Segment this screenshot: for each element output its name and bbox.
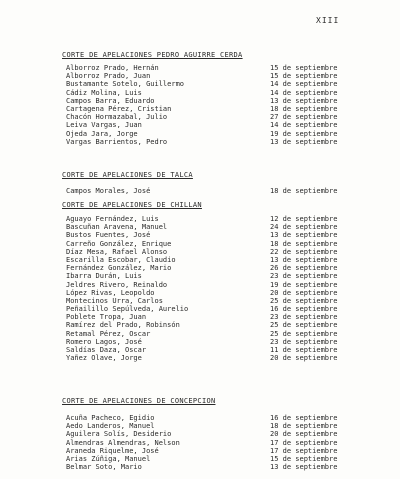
entry-date: 20 de septiembre [270, 288, 338, 297]
list-item [62, 338, 362, 346]
entry-date: 13 de septiembre [270, 137, 338, 146]
entry-name: Poblete Tropa, Juan [66, 313, 147, 322]
entry-date: 13 de septiembre [270, 231, 338, 240]
entry-name: Acuña Pacheco, Egidio [66, 414, 155, 422]
entry-name: Chacón Hormazabal, Julio [66, 113, 168, 122]
entry-name: Peñailillo Sepúlveda, Aurelio [66, 305, 189, 314]
section-heading: CORTE DE APELACIONES DE TALCA [62, 171, 193, 179]
entry-name: Cartagena Pérez, Cristian [66, 104, 172, 113]
entry-date: 24 de septiembre [270, 223, 338, 232]
entry-date: 11 de septiembre [270, 346, 338, 354]
list-item [62, 422, 362, 430]
list-item [62, 313, 362, 321]
list-item [62, 64, 362, 72]
entry-name: Aguayo Fernández, Luis [66, 215, 159, 223]
list-item [62, 463, 362, 471]
entry-name: Ramírez del Prado, Robinsón [66, 321, 180, 330]
entry-date: 25 de septiembre [270, 296, 338, 305]
entry-date: 13 de septiembre [270, 463, 338, 472]
entry-date: 18 de septiembre [270, 422, 338, 431]
entry-date: 20 de septiembre [270, 354, 338, 363]
entry-name: Retamal Pérez, Oscar [66, 329, 151, 338]
list-item [62, 439, 362, 447]
list-item [62, 223, 362, 231]
entry-name: Aguilera Solís, Desiderio [66, 430, 172, 439]
entry-date: 16 de septiembre [270, 414, 338, 422]
entry-name: Carreño González, Enrique [66, 239, 172, 248]
entry-name: Vargas Barrientos, Pedro [66, 137, 168, 146]
list-item [62, 121, 362, 129]
section-concepcion [62, 396, 362, 471]
list-item [62, 256, 362, 264]
entry-date: 17 de septiembre [270, 446, 338, 455]
entry-name: Arias Zúñiga, Manuel [66, 454, 151, 463]
entry-date: 15 de septiembre [270, 64, 338, 72]
entry-date: 17 de septiembre [270, 438, 338, 447]
entry-date: 18 de septiembre [270, 104, 338, 113]
entry-date: 15 de septiembre [270, 454, 338, 463]
list-item [62, 187, 362, 195]
entry-name: Araneda Riquelme, José [66, 446, 159, 455]
entry-date: 25 de septiembre [270, 329, 338, 338]
section-heading: CORTE DE APELACIONES DE CONCEPCION [62, 397, 216, 405]
entry-name: Bustos Fuentes, José [66, 231, 151, 240]
list-item [62, 215, 362, 223]
entry-name: Leiva Vargas, Juan [66, 121, 142, 130]
entry-name: Almendras Almendras, Nelson [66, 438, 180, 447]
list-item [62, 264, 362, 272]
list-item [62, 80, 362, 88]
entry-date: 23 de septiembre [270, 337, 338, 346]
entry-date: 13 de septiembre [270, 96, 338, 105]
list-item [62, 414, 362, 422]
entry-date: 18 de septiembre [270, 187, 338, 195]
entry-date: 19 de septiembre [270, 129, 338, 138]
section-talca [62, 170, 362, 195]
list-item [62, 321, 362, 329]
list-item [62, 231, 362, 239]
entry-name: Romero Lagos, José [66, 337, 142, 346]
entry-name: Bustamante Sotelo, Guillermo [66, 80, 185, 89]
list-item [62, 354, 362, 362]
entry-date: 27 de septiembre [270, 113, 338, 122]
list-item [62, 248, 362, 256]
list-item [62, 447, 362, 455]
entry-date: 14 de septiembre [270, 121, 338, 130]
entry-name: Fernández González, Mario [66, 264, 172, 273]
list-item [62, 272, 362, 280]
list-item [62, 130, 362, 138]
list-item [62, 305, 362, 313]
entry-name: López Rivas, Leopoldo [66, 288, 155, 297]
section-heading: CORTE DE APELACIONES PEDRO AGUIRRE CERDA [62, 51, 243, 59]
page-number: XIII [316, 16, 340, 25]
entry-date: 25 de septiembre [270, 321, 338, 330]
entry-name: Aedo Landeros, Manuel [66, 422, 155, 431]
entry-name: Alborroz Prado, Juan [66, 72, 151, 81]
entry-name: Bascuñan Aravena, Manuel [66, 223, 168, 232]
list-item [62, 113, 362, 121]
list-item [62, 72, 362, 80]
list-item [62, 297, 362, 305]
entry-date: 20 de septiembre [270, 430, 338, 439]
entry-name: Yañez Olave, Jorge [66, 354, 142, 363]
entry-name: Saldías Daza, Oscar [66, 346, 147, 354]
section-pedro-aguirre-cerda [62, 50, 362, 146]
entry-date: 12 de septiembre [270, 215, 338, 223]
list-item [62, 346, 362, 354]
entry-name: Campos Barra, Eduardo [66, 96, 155, 105]
entry-date: 22 de septiembre [270, 247, 338, 256]
entry-name: Ojeda Jara, Jorge [66, 129, 138, 138]
list-item [62, 289, 362, 297]
entry-name: Belmar Soto, Mario [66, 463, 142, 472]
list-item [62, 430, 362, 438]
list-item [62, 281, 362, 289]
entry-date: 16 de septiembre [270, 305, 338, 314]
list-item [62, 97, 362, 105]
section-heading: CORTE DE APELACIONES DE CHILLAN [62, 201, 202, 209]
list-item [62, 330, 362, 338]
entry-date: 23 de septiembre [270, 313, 338, 322]
entry-name: Ibarra Durán, Luis [66, 272, 142, 281]
list-item [62, 455, 362, 463]
list-item [62, 105, 362, 113]
entry-name: Díaz Mesa, Rafael Alonso [66, 247, 168, 256]
entry-name: Escarilla Escobar, Claudio [66, 255, 176, 264]
list-item [62, 138, 362, 146]
entry-date: 26 de septiembre [270, 264, 338, 273]
entry-name: Jeldres Rivero, Reinaldo [66, 280, 168, 289]
list-item [62, 89, 362, 97]
entry-date: 23 de septiembre [270, 272, 338, 281]
entry-name: Montecinos Urra, Carlos [66, 296, 163, 305]
entry-date: 13 de septiembre [270, 255, 338, 264]
entry-name: Campos Morales, José [66, 187, 151, 195]
entry-name: Alborroz Prado, Hernán [66, 64, 159, 72]
section-chillan [62, 200, 362, 362]
entry-name: Cádiz Molina, Luis [66, 88, 142, 97]
entry-date: 15 de septiembre [270, 72, 338, 81]
entry-date: 14 de septiembre [270, 80, 338, 89]
list-item [62, 240, 362, 248]
entry-date: 19 de septiembre [270, 280, 338, 289]
entry-date: 14 de septiembre [270, 88, 338, 97]
entry-date: 18 de septiembre [270, 239, 338, 248]
